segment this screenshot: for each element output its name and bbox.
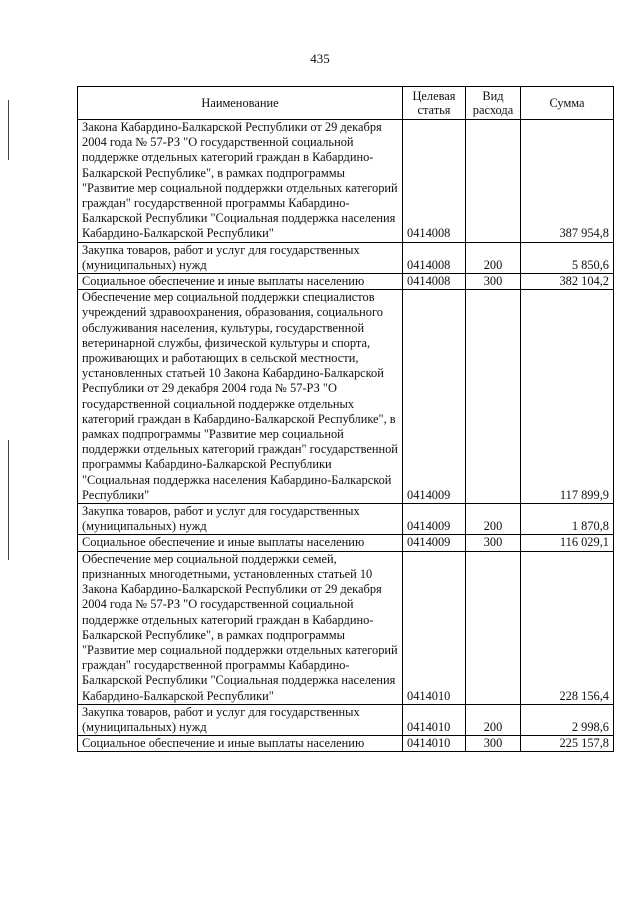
row-name-cell-text: Закупка товаров, работ и услуг для государственных (муниципальных) нужд	[82, 242, 360, 272]
table-row	[78, 504, 614, 535]
row-expense-cell	[466, 274, 521, 290]
row-name-cell	[78, 274, 403, 290]
table-row	[78, 551, 614, 704]
row-sum-cell-text: 382 104,2	[559, 274, 609, 289]
row-sum-cell	[521, 736, 614, 752]
row-name-cell-text: Социальное обеспечение и иные выплаты населению	[82, 274, 365, 289]
scan-margin-mark	[8, 100, 9, 160]
row-code-cell-text: 0414010	[407, 736, 451, 751]
row-code-cell-text: 0414009	[407, 487, 451, 502]
row-sum-cell	[521, 535, 614, 551]
row-code-cell-text: 0414009	[407, 519, 451, 534]
row-sum-cell-text: 225 157,8	[559, 736, 609, 751]
row-sum-cell	[521, 242, 614, 273]
header-name-label: Наименование	[201, 96, 279, 110]
row-sum-cell	[521, 504, 614, 535]
row-name-cell-text: Закона Кабардино-Балкарской Республики от 29 декабря 2004 года № 57-РЗ "О государственной социальной поддержке отдельных категорий граждан в Кабардино-Балкарской Республике", в рамках подпрограммы "Развитие мер социальной поддержки отдельных категорий граждан" государственной программы Кабардино-Балкарской Республики "Социальная поддержка населения Кабардино-Балкарской Республики"	[82, 120, 398, 241]
row-sum-cell-text: 5 850,6	[571, 257, 609, 272]
row-expense-cell	[466, 535, 521, 551]
row-code-cell	[403, 504, 466, 535]
row-name-cell	[78, 242, 403, 273]
row-code-cell-text: 0414010	[407, 688, 451, 703]
row-name-cell-text: Социальное обеспечение и иные выплаты населению	[82, 535, 365, 550]
row-expense-cell	[466, 242, 521, 273]
row-sum-cell-text: 116 029,1	[559, 535, 609, 550]
header-name	[78, 87, 403, 120]
row-sum-cell	[521, 290, 614, 504]
row-sum-cell	[521, 274, 614, 290]
table-row	[78, 290, 614, 504]
row-name-cell-text: Социальное обеспечение и иные выплаты населению	[82, 736, 365, 751]
row-name-cell-text: Обеспечение мер социальной поддержки специалистов учреждений здравоохранения, образования, социального обслуживания населения, культуры, государственной ветеринарной службы, физической культуры и спорта, проживающих и работающих в сельской местности, установленных статьей 10 Закона Кабардино-Балкарской Республики от 29 декабря 2004 года № 57-РЗ "О государственной социальной поддержке отдельных категорий граждан в Кабардино-Балкарской Республике", в рамках подпрограммы "Развитие мер социальной поддержки отдельных категорий граждан" государственной программы Кабардино-Балкарской Республики "Социальная поддержка населения Кабардино-Балкарской Республики"	[82, 290, 398, 502]
header-code-label-2: статья	[417, 103, 451, 117]
header-code	[403, 87, 466, 120]
row-code-cell-text: 0414010	[407, 719, 451, 734]
scan-margin-mark	[8, 440, 9, 560]
row-sum-cell	[521, 704, 614, 735]
row-code-cell	[403, 120, 466, 243]
row-sum-cell	[521, 120, 614, 243]
row-expense-cell	[466, 736, 521, 752]
row-code-cell	[403, 242, 466, 273]
row-sum-cell-text: 387 954,8	[559, 226, 609, 241]
row-name-cell-text: Закупка товаров, работ и услуг для государственных (муниципальных) нужд	[82, 504, 360, 534]
row-code-cell	[403, 535, 466, 551]
row-expense-cell-text: 300	[483, 535, 503, 550]
header-sum-label: Сумма	[549, 96, 585, 110]
row-expense-cell-text: 300	[483, 274, 503, 289]
row-code-cell	[403, 736, 466, 752]
row-name-cell	[78, 704, 403, 735]
row-name-cell	[78, 120, 403, 243]
header-expense-label-1: Вид	[482, 89, 504, 103]
row-expense-cell	[466, 290, 521, 504]
row-sum-cell-text: 1 870,8	[571, 519, 609, 534]
row-code-cell	[403, 274, 466, 290]
row-code-cell	[403, 290, 466, 504]
row-name-cell	[78, 736, 403, 752]
row-code-cell-text: 0414009	[407, 535, 451, 550]
header-expense	[466, 87, 521, 120]
row-expense-cell	[466, 551, 521, 704]
row-name-cell-text: Обеспечение мер социальной поддержки семей, признанных многодетными, установленных статьей 10 Закона Кабардино-Балкарской Республики от 29 декабря 2004 года № 57-РЗ "О государственной социальной поддержке отдельных категорий граждан в Кабардино-Балкарской Республике", в рамках подпрограммы "Развитие мер социальной поддержки отдельных категорий граждан" государственной программы Кабардино-Балкарской Республики "Социальная поддержка населения Кабардино-Балкарской Республики"	[82, 551, 398, 703]
row-code-cell	[403, 551, 466, 704]
row-name-cell-text: Закупка товаров, работ и услуг для государственных (муниципальных) нужд	[82, 704, 360, 734]
row-code-cell	[403, 704, 466, 735]
table-row	[78, 736, 614, 752]
table-body	[78, 120, 614, 752]
row-name-cell	[78, 504, 403, 535]
row-name-cell	[78, 290, 403, 504]
row-expense-cell-text: 300	[483, 736, 503, 751]
page-number: 435	[310, 51, 330, 66]
row-code-cell-text: 0414008	[407, 226, 451, 241]
row-expense-cell-text: 200	[483, 257, 503, 272]
row-expense-cell	[466, 704, 521, 735]
row-sum-cell-text: 2 998,6	[571, 719, 609, 734]
row-sum-cell-text: 117 899,9	[559, 487, 609, 502]
row-expense-cell-text: 200	[483, 719, 503, 734]
row-expense-cell-text: 200	[483, 519, 503, 534]
row-name-cell	[78, 535, 403, 551]
row-code-cell-text: 0414008	[407, 274, 451, 289]
row-code-cell-text: 0414008	[407, 257, 451, 272]
row-sum-cell	[521, 551, 614, 704]
header-expense-label-2: расхода	[472, 103, 514, 117]
row-expense-cell	[466, 120, 521, 243]
budget-table	[77, 86, 614, 752]
row-expense-cell	[466, 504, 521, 535]
table-header-row	[78, 87, 614, 120]
table-row	[78, 242, 614, 273]
header-sum	[521, 87, 614, 120]
table-row	[78, 274, 614, 290]
table-row	[78, 535, 614, 551]
row-sum-cell-text: 228 156,4	[559, 688, 609, 703]
table-row	[78, 120, 614, 243]
row-name-cell	[78, 551, 403, 704]
header-code-label-1: Целевая	[412, 89, 456, 103]
table-row	[78, 704, 614, 735]
